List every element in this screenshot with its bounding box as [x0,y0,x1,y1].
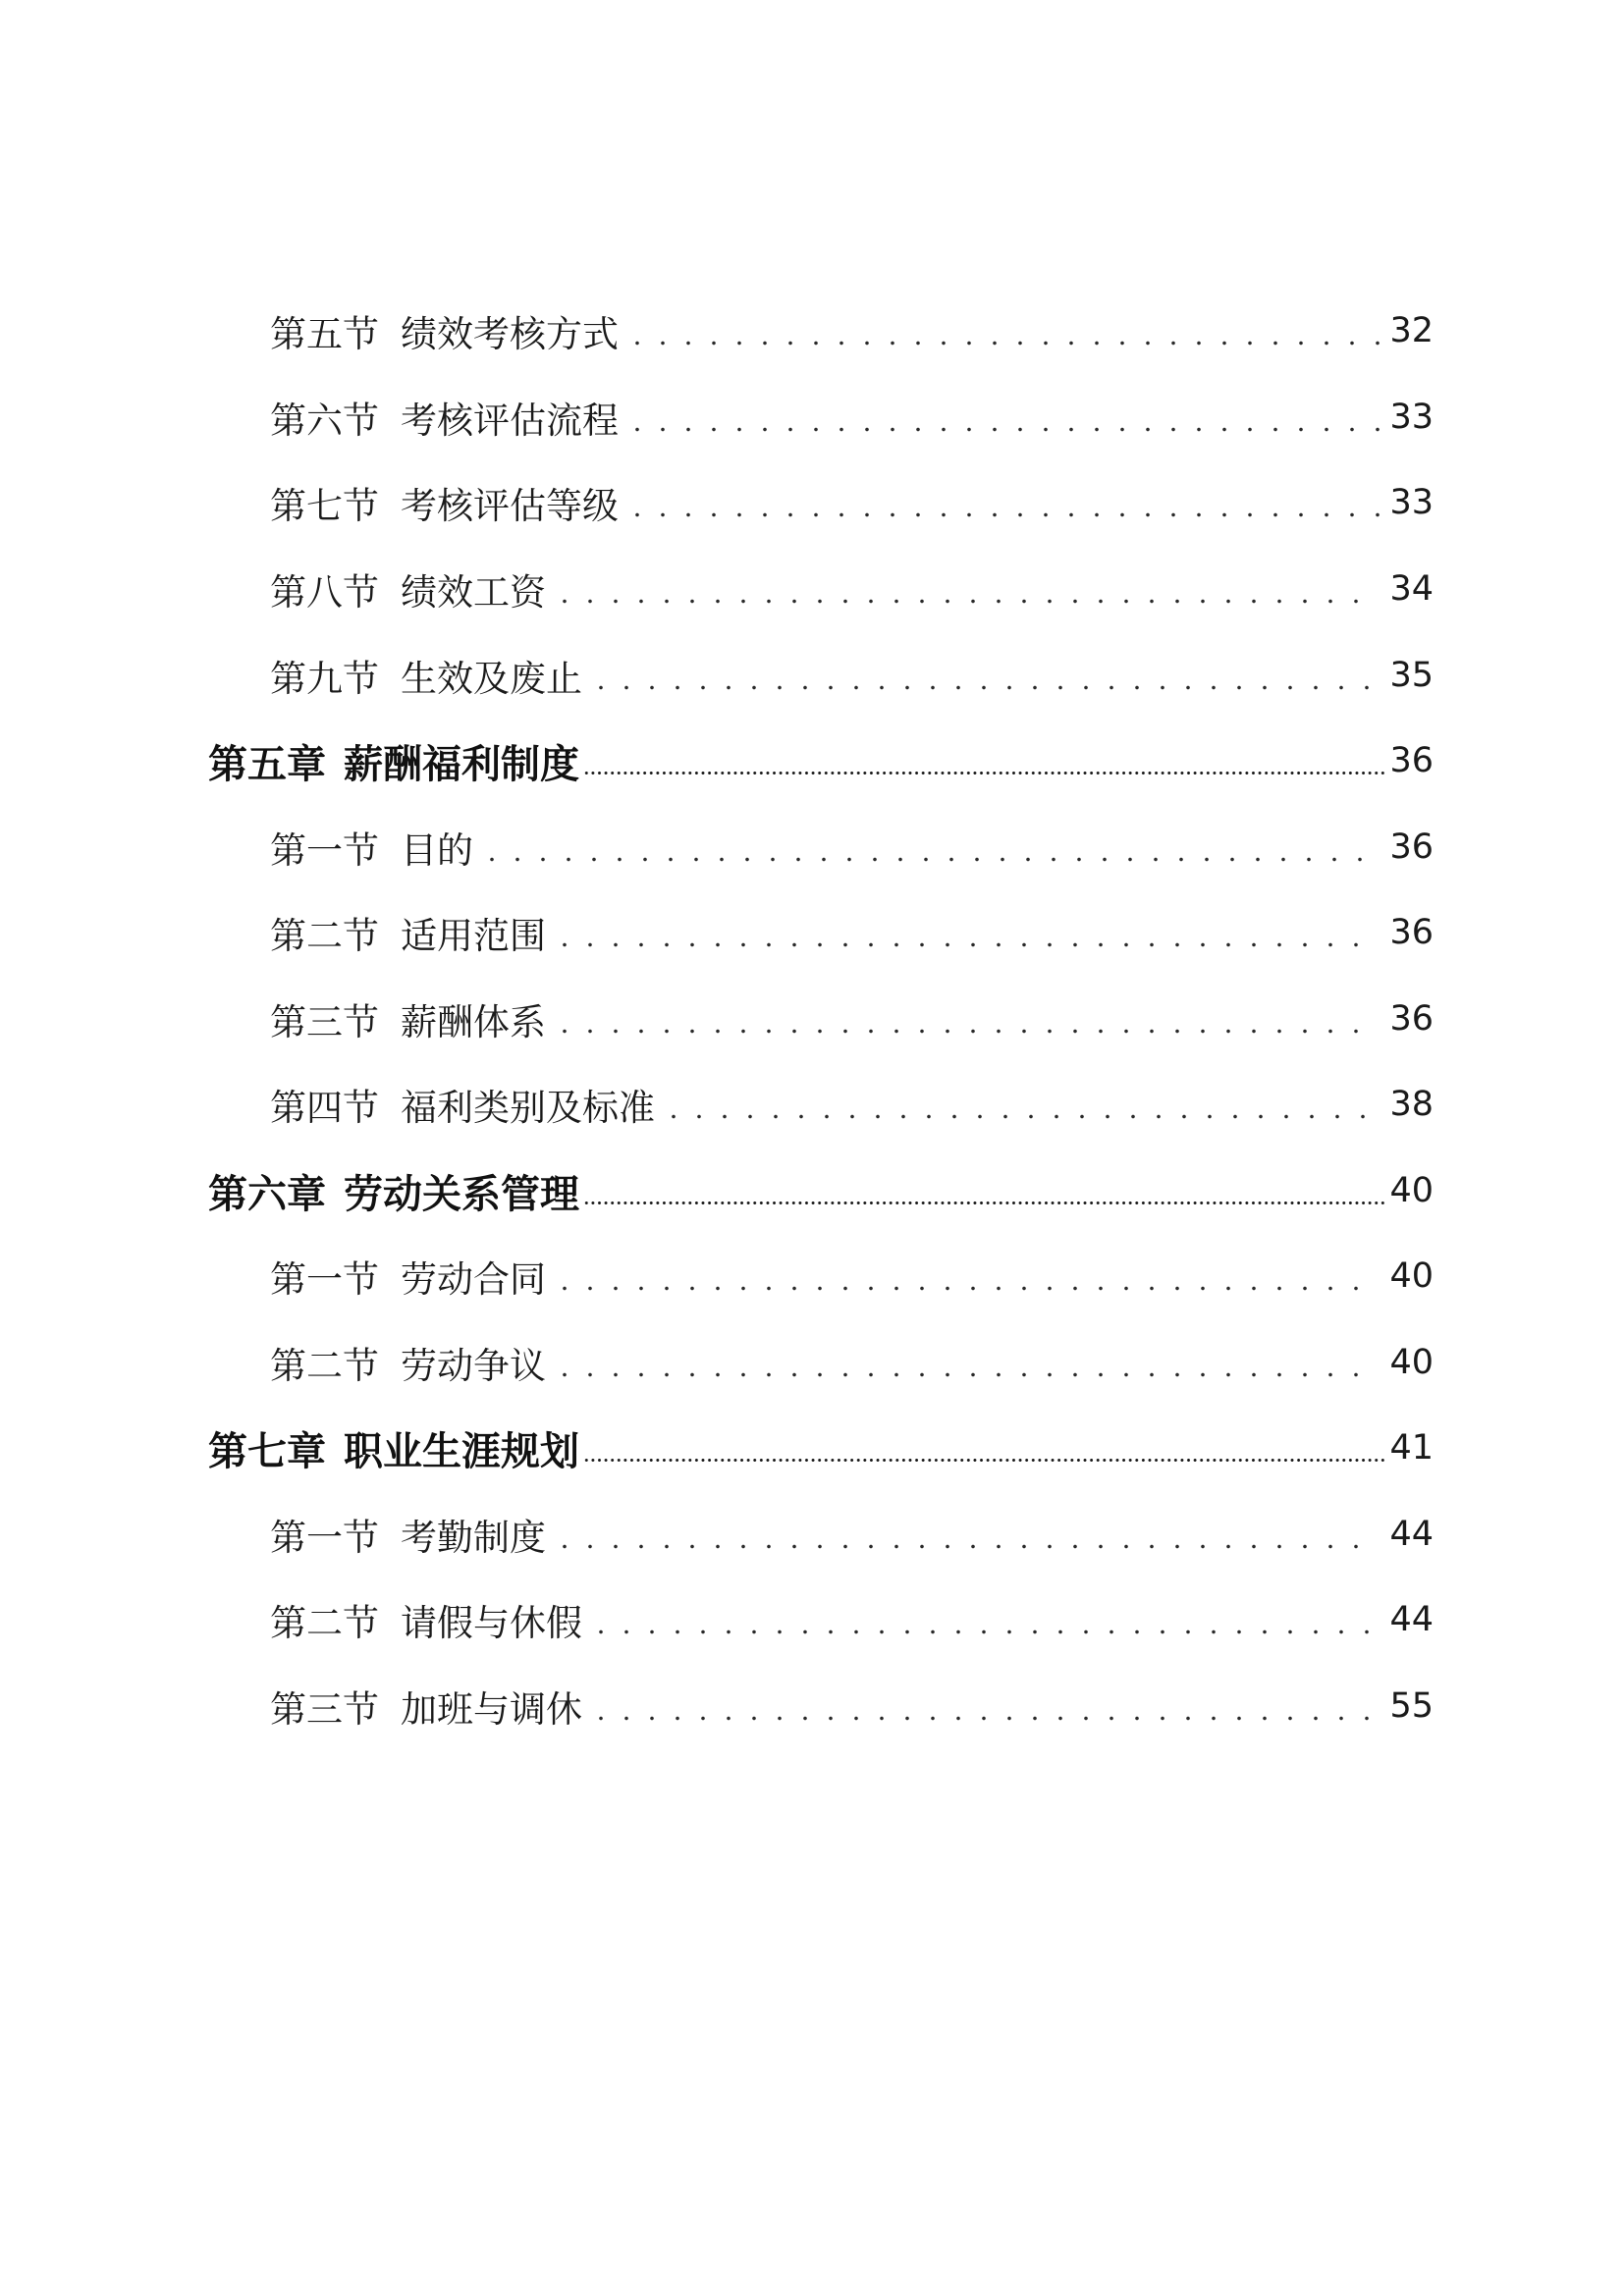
toc-entry-page: 33 [1389,398,1434,437]
toc-entry-page: 33 [1389,483,1434,522]
toc-entry-page: 55 [1389,1686,1434,1726]
toc-entry-page: 41 [1389,1428,1434,1468]
toc-entry-page: 35 [1389,656,1434,695]
toc-entry[interactable] [270,646,1434,705]
toc-entry-number: 第一节 [270,1517,379,1559]
dot-leader [588,1629,1380,1634]
dot-leader [552,942,1380,947]
dot-leader [552,1544,1380,1549]
toc-entry-page: 36 [1389,741,1434,780]
toc-entry-page: 34 [1389,569,1434,609]
toc-entry-title: 加班与调休 [401,1688,582,1731]
toc-entry-title: 劳动合同 [401,1258,546,1301]
toc-entry[interactable] [270,1333,1434,1392]
toc-entry-title: 目的 [401,829,473,872]
toc-entry-page: 36 [1389,913,1434,952]
toc-entry[interactable] [270,1247,1434,1306]
dot-leader [588,685,1380,690]
toc-entry-number: 第九节 [270,658,379,700]
toc-chapter-number: 第七章 [208,1427,326,1474]
toc-entry-number: 第三节 [270,1688,379,1731]
toc-entry-title: 生效及废止 [401,658,582,700]
dot-leader [624,512,1380,517]
toc-entry-number: 第六节 [270,400,379,442]
toc-entry-number: 第二节 [270,1602,379,1644]
dot-leader [552,1029,1380,1034]
toc-entry-number: 第一节 [270,1258,379,1301]
toc-entry-number: 第八节 [270,571,379,614]
toc-entry-page: 32 [1389,311,1434,350]
dot-leader [588,1716,1380,1721]
toc-entry-title: 考核评估流程 [401,400,619,442]
toc-chapter-number: 第五章 [208,740,326,787]
toc-entry-title: 薪酬体系 [401,1001,546,1043]
toc-chapter-entry[interactable] [208,1418,1434,1477]
dot-leader [661,1114,1380,1119]
toc-entry-page: 44 [1389,1515,1434,1554]
toc-entry[interactable] [270,1590,1434,1649]
toc-entry-page: 36 [1389,999,1434,1039]
dot-leader [583,1458,1385,1463]
toc-entry[interactable] [270,1075,1434,1134]
toc-entry[interactable] [270,473,1434,532]
toc-entry-title: 劳动争议 [401,1345,546,1387]
toc-entry-page: 40 [1389,1343,1434,1382]
toc-chapter-entry[interactable] [208,1161,1434,1220]
toc-entry-page: 44 [1389,1600,1434,1639]
dot-leader [624,341,1380,346]
toc-entry[interactable] [270,818,1434,877]
toc-entry[interactable] [270,560,1434,618]
toc-entry[interactable] [270,388,1434,447]
toc-entry-number: 第一节 [270,829,379,872]
dot-leader [624,427,1380,432]
toc-entry-number: 第二节 [270,1345,379,1387]
dot-leader [552,1286,1380,1291]
toc-entry-page: 40 [1389,1171,1434,1210]
toc-entry[interactable] [270,1677,1434,1735]
toc-entry-title: 福利类别及标准 [401,1087,655,1129]
toc-entry-page: 36 [1389,828,1434,867]
toc-entry-title: 考核评估等级 [401,485,619,527]
toc-entry-number: 第四节 [270,1087,379,1129]
toc-entry-title: 考勤制度 [401,1517,546,1559]
dot-leader [479,857,1380,862]
toc-entry[interactable] [270,903,1434,962]
dot-leader [583,1201,1385,1205]
toc-entry-number: 第三节 [270,1001,379,1043]
toc-chapter-title: 劳动关系管理 [344,1170,579,1217]
toc-chapter-entry[interactable] [208,731,1434,790]
toc-entry-title: 绩效考核方式 [401,313,619,355]
toc-entry-number: 第二节 [270,915,379,957]
toc-entry-title: 绩效工资 [401,571,546,614]
toc-entry[interactable] [270,989,1434,1048]
toc-entry-page: 40 [1389,1256,1434,1296]
toc-entry-title: 请假与休假 [401,1602,582,1644]
toc-entry-title: 适用范围 [401,915,546,957]
dot-leader [552,599,1380,604]
toc-entry-number: 第七节 [270,485,379,527]
dot-leader [583,771,1385,775]
toc-entry-page: 38 [1389,1085,1434,1124]
toc-entry[interactable] [270,1505,1434,1564]
toc-entry-number: 第五节 [270,313,379,355]
toc-chapter-title: 职业生涯规划 [344,1427,579,1474]
toc-entry[interactable] [270,301,1434,360]
toc-chapter-number: 第六章 [208,1170,326,1217]
dot-leader [552,1372,1380,1377]
toc-chapter-title: 薪酬福利制度 [344,740,579,787]
